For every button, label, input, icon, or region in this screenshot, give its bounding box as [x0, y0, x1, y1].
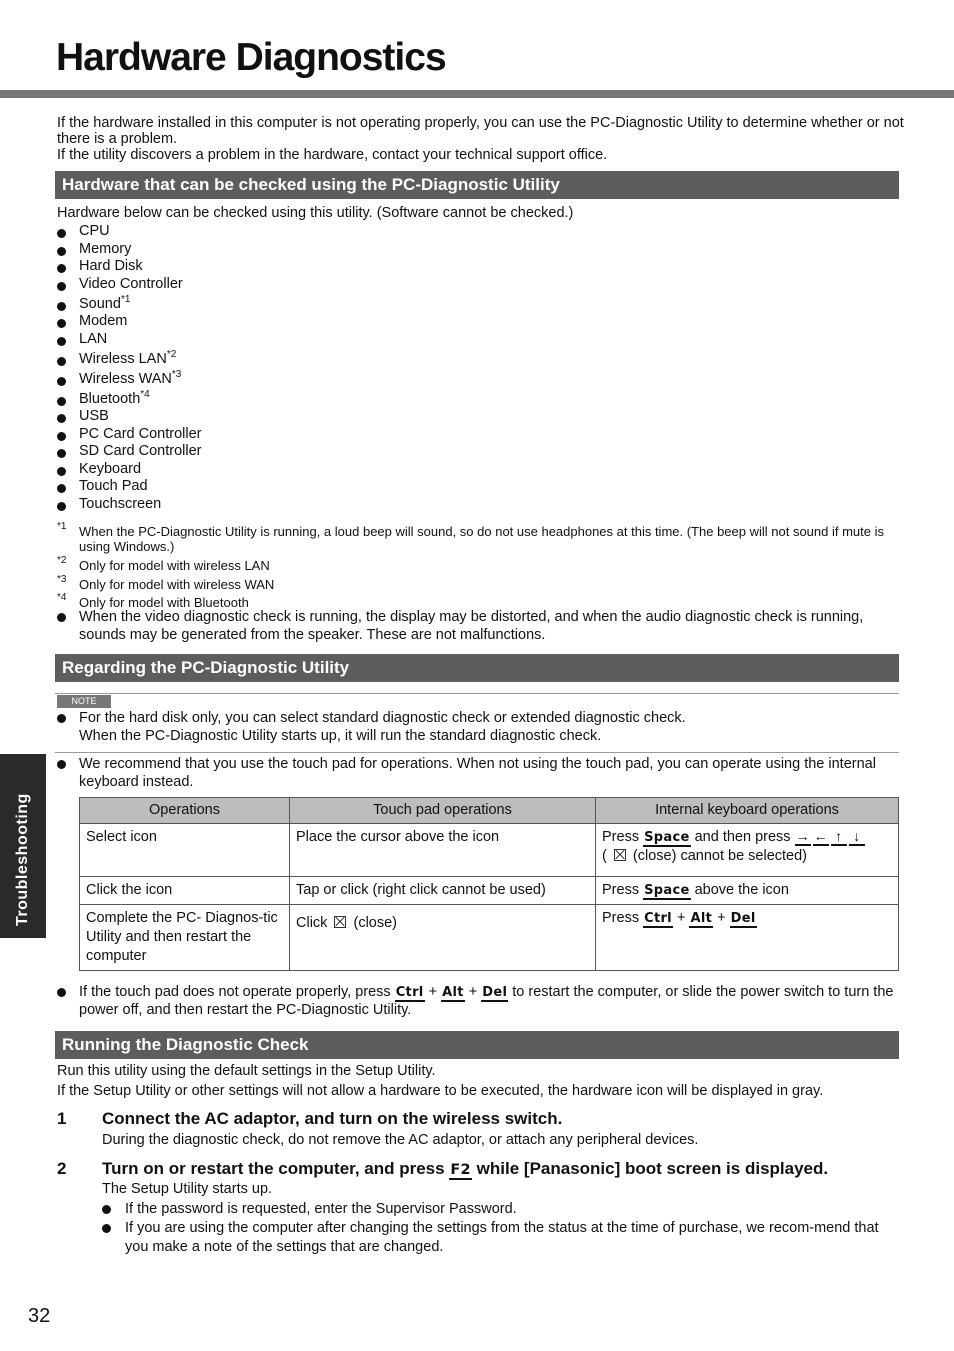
- list-item: If you are using the computer after changing the settings from the status at the time of purchase, we recom-mend that you make a note of the settings that are changed.: [102, 1219, 892, 1257]
- table-cell: Click the icon: [80, 877, 290, 905]
- list-item: Wireless WAN$^{*3}$: [57, 368, 202, 388]
- column-header: Touch pad operations: [290, 798, 596, 824]
- list-item: Modem: [57, 313, 202, 331]
- step-bullets: [102, 1200, 892, 1257]
- intro-line: If the hardware installed in this computer is not operating properly, you can use the PC-Diagnostic Utility to determine whether or not there is a problem.: [57, 115, 904, 147]
- step-number: 2: [57, 1159, 67, 1178]
- close-icon: [334, 916, 346, 928]
- list-item: Touch Pad: [57, 478, 202, 496]
- table-cell: Click (close): [290, 905, 596, 971]
- bullet-icon: [57, 229, 66, 238]
- note-top-rule: [55, 693, 899, 694]
- table-cell: Place the cursor above the icon: [290, 824, 596, 877]
- space-key: Space: [644, 883, 690, 898]
- list-item: Bluetooth$^{*4}$: [57, 388, 202, 408]
- intro-text: [57, 115, 907, 163]
- step-desc: The Setup Utility starts up.: [102, 1181, 273, 1197]
- footnote: *4 Only for model with Bluetooth: [57, 592, 249, 610]
- section-heading-running: Running the Diagnostic Check: [55, 1031, 899, 1059]
- bullet-icon: [57, 264, 66, 273]
- side-tab-troubleshooting: [0, 754, 46, 938]
- note-bottom-rule: [55, 752, 899, 753]
- table-row: [80, 905, 899, 971]
- list-item: Touchscreen: [57, 496, 202, 514]
- table-cell: Press Space above the icon: [596, 877, 899, 905]
- footnote: *3 Only for model with wireless WAN: [57, 574, 275, 592]
- title-rule: [0, 90, 954, 98]
- footnote-ref: *4: [140, 389, 150, 401]
- ctrl-key: Ctrl: [395, 985, 424, 1000]
- footnote: *1 When the PC-Diagnostic Utility is running, a loud beep will sound, so do not use headphones at this time. (The beep will not sound if mute is using Windows.): [57, 521, 884, 554]
- hardware-lead: Hardware below can be checked using this utility. (Software cannot be checked.): [57, 205, 574, 221]
- list-item: SD Card Controller: [57, 443, 202, 461]
- step-number: 1: [57, 1109, 67, 1128]
- table-cell: Complete the PC- Diagnos-tic Utility and then restart the computer: [80, 905, 290, 971]
- bullet-icon: [57, 377, 66, 386]
- bullet-icon: [57, 247, 66, 256]
- alt-key: Alt: [690, 911, 713, 926]
- section-heading-hardware: Hardware that can be checked using the PC-Diagnostic Utility: [55, 171, 899, 199]
- intro-line: If the utility discovers a problem in the hardware, contact your technical support office.: [57, 147, 608, 163]
- arrow-right-key: →: [795, 828, 810, 844]
- table-header-row: [80, 798, 899, 824]
- list-item: CPU: [57, 223, 202, 241]
- bullet-icon: [57, 397, 66, 406]
- side-tab-label: Troubleshooting: [14, 793, 31, 926]
- table-cell: Press Ctrl + Alt + Del: [596, 905, 899, 971]
- list-item: USB: [57, 408, 202, 426]
- step-title: Turn on or restart the computer, and press F2 while [Panasonic] boot screen is displayed.: [102, 1159, 829, 1178]
- list-item: Hard Disk: [57, 258, 202, 276]
- page-title: Hardware Diagnostics: [56, 36, 446, 79]
- section-heading-regarding: Regarding the PC-Diagnostic Utility: [55, 654, 899, 682]
- recommend-note: We recommend that you use the touch pad for operations. When not using the touch pad, you can operate using the internal keyboard instead.: [57, 755, 899, 791]
- del-key: Del: [730, 911, 756, 926]
- list-item: Sound$^{*1}$: [57, 293, 202, 313]
- bullet-icon: [102, 1224, 111, 1233]
- operations-table: [79, 797, 899, 971]
- list-item: Memory: [57, 241, 202, 259]
- footnote-ref: *1: [120, 294, 131, 306]
- running-line: Run this utility using the default settings in the Setup Utility.: [57, 1063, 436, 1079]
- alt-key: Alt: [442, 985, 464, 1000]
- touchpad-note: If the touch pad does not operate properly, press Ctrl + Alt + Del to restart the computer, or slide the power switch to turn the power off, and then restart the PC-Diagnostic Utility.: [57, 983, 899, 1019]
- video-note: When the video diagnostic check is running, the display may be distorted, and when the audio diagnostic check is running, sounds may be generated from the speaker. These are not malfunctions.: [57, 608, 899, 644]
- del-key: Del: [482, 985, 508, 1000]
- note-text: For the hard disk only, you can select standard diagnostic check or extended diagnostic check. When the PC-Diagnostic Utility starts up, it will run the standard diagnostic check.: [57, 709, 899, 745]
- footnote-ref: *3: [171, 369, 182, 381]
- bullet-icon: [57, 988, 66, 997]
- list-item: Wireless LAN$^{*2}$: [57, 348, 202, 368]
- note-label: NOTE: [57, 695, 111, 708]
- arrow-left-key: ←: [813, 828, 828, 844]
- running-line: If the Setup Utility or other settings will not allow a hardware to be executed, the hardware icon will be displayed in gray.: [57, 1083, 824, 1099]
- bullet-icon: [57, 337, 66, 346]
- table-row: [80, 824, 899, 877]
- f2-key: F2: [450, 1162, 471, 1178]
- bullet-icon: [57, 714, 66, 723]
- bullet-icon: [57, 282, 66, 291]
- table-cell: Tap or click (right click cannot be used): [290, 877, 596, 905]
- bullet-icon: [57, 613, 66, 622]
- list-item: Keyboard: [57, 461, 202, 479]
- column-header: Operations: [80, 798, 290, 824]
- page-number: 32: [28, 1305, 51, 1327]
- table-cell: Select icon: [80, 824, 290, 877]
- bullet-icon: [57, 484, 66, 493]
- table-row: [80, 877, 899, 905]
- bullet-icon: [57, 319, 66, 328]
- step-desc: During the diagnostic check, do not remove the AC adaptor, or attach any peripheral devices.: [102, 1132, 699, 1148]
- table-cell: Press Space and then press → ← ↑ ↓ ( (close) cannot be selected): [596, 824, 899, 877]
- list-item: If the password is requested, enter the Supervisor Password.: [102, 1200, 892, 1219]
- bullet-icon: [57, 760, 66, 769]
- arrow-down-key: ↓: [849, 829, 865, 846]
- bullet-icon: [57, 432, 66, 441]
- list-item: Video Controller: [57, 276, 202, 294]
- bullet-icon: [57, 467, 66, 476]
- list-item: PC Card Controller: [57, 426, 202, 444]
- bullet-icon: [102, 1205, 111, 1214]
- hardware-list: [57, 223, 202, 513]
- bullet-icon: [57, 414, 66, 423]
- step-title: Connect the AC adaptor, and turn on the wireless switch.: [102, 1109, 563, 1128]
- footnote: *2 Only for model with wireless LAN: [57, 555, 270, 573]
- footnote-ref: *2: [166, 349, 177, 361]
- bullet-icon: [57, 302, 66, 311]
- space-key: Space: [644, 830, 690, 845]
- list-item: LAN: [57, 331, 202, 349]
- arrow-up-key: ↑: [831, 829, 847, 846]
- close-icon: [614, 849, 626, 861]
- bullet-icon: [57, 502, 66, 511]
- ctrl-key: Ctrl: [644, 911, 672, 926]
- bullet-icon: [57, 357, 66, 366]
- column-header: Internal keyboard operations: [596, 798, 899, 824]
- bullet-icon: [57, 449, 66, 458]
